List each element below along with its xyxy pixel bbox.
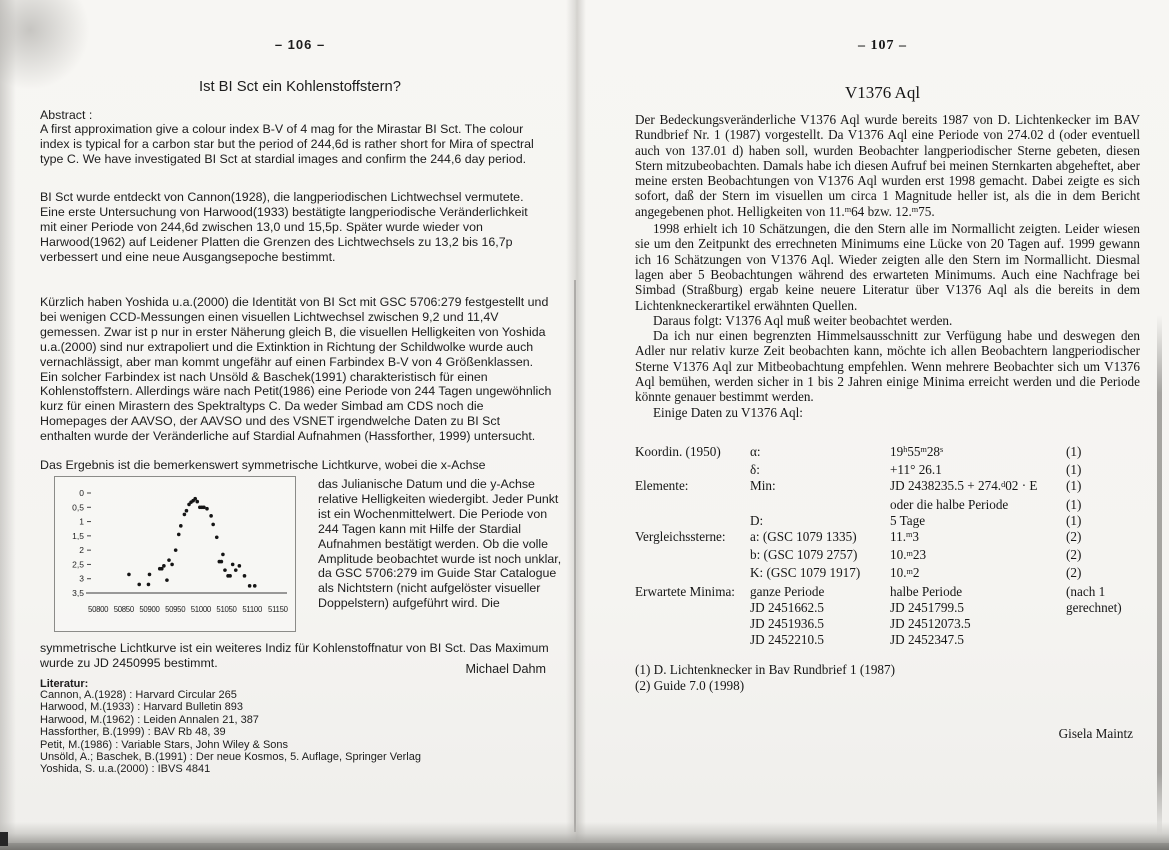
- result-continuation: symmetrische Lichtkurve ist ein weiteres Indiz für Kohlenstoffnatur von BI Sct. Das Maximum wurde zu JD 2450995 bestimmt.: [40, 641, 549, 670]
- data-point: [165, 578, 169, 582]
- table-cell: [750, 497, 890, 513]
- table-cell: δ:: [750, 462, 760, 478]
- data-point: [253, 584, 257, 588]
- paragraph-conclusion: Daraus folgt: V1376 Aql muß weiter beobachtet werden.: [653, 312, 953, 328]
- scan-notch-bottom-left: [0, 832, 8, 846]
- article-title-left: Ist BI Sct ein Kohlenstoffstern?: [198, 79, 402, 95]
- paragraph-appeal: Da ich nur einen begrenzten Himmelsausschnitt zur Verfügung habe und deswegen den Adler nur relativ kurze Zeit beobachten kann, möchte ich allen Beobachtern langperiodischer Sterne V1376 Aql zur Mitbeobachtung empfehlen. Wenn mehrere Beobachter sich um V1376 Aql bemühen, werden sicher in 1 bis 2 Jahren einige Minima erreicht werden und die Periode könnte genauer bestimmt werden.: [635, 328, 1140, 405]
- table-cell: Vergleichssterne:: [635, 529, 726, 545]
- data-point: [137, 583, 141, 587]
- reference-line: Yoshida, S. u.a.(2000) : IBVS 4841: [40, 763, 211, 776]
- data-point: [195, 500, 199, 504]
- reference-line: Hassforther, B.(1999) : BAV Rb 48, 39: [40, 726, 226, 739]
- data-point: [148, 573, 152, 577]
- table-row: [635, 584, 1140, 600]
- table-cell: (2): [1066, 529, 1082, 545]
- table-cell: (1): [1066, 478, 1082, 494]
- table-cell: +11° 26.1: [890, 462, 942, 478]
- paragraph-data-intro: Einige Daten zu V1376 Aql:: [653, 404, 803, 420]
- data-point: [202, 505, 206, 509]
- table-cell: (1): [1066, 462, 1082, 478]
- table-cell: JD 2451662.5: [750, 599, 824, 615]
- reference-list-right: [635, 662, 1140, 693]
- center-fold-line: [574, 280, 576, 832]
- data-point: [205, 507, 209, 511]
- table-row: [635, 632, 1140, 648]
- table-cell: [635, 565, 750, 583]
- table-cell: [635, 600, 750, 616]
- y-tick-label: 0: [79, 488, 84, 498]
- result-text-beside-figure: das Julianische Datum und die y-Achse relative Helligkeiten wiedergibt. Jeder Punkt ist ein Wochenmittelwert. Die Periode von 244 Tagen kann mit Hilfe der Stardial Aufnahmen bestätigt werden. Ob die volle Amplitude beobachtet wurde ist noch unklar, da GSC 5706:279 im Guide Star Catalogue als Nichtstern (nicht aufgelöster visueller Doppelstern) aufgeführt wird. Die: [318, 477, 562, 611]
- table-row: [635, 444, 1140, 462]
- x-tick-label: 50800: [88, 605, 109, 614]
- table-cell: (1): [1066, 444, 1082, 459]
- body-text-right: [635, 112, 1140, 420]
- table-row: [635, 478, 1140, 496]
- x-tick-label: 50950: [165, 605, 186, 614]
- data-point: [209, 514, 213, 518]
- table-cell: (2): [1066, 547, 1082, 563]
- data-point: [248, 584, 252, 588]
- table-row: [635, 462, 1140, 478]
- data-point: [221, 553, 225, 557]
- table-cell: α:: [750, 444, 761, 459]
- table-cell: Min:: [750, 478, 776, 494]
- table-cell: oder die halbe Periode: [890, 496, 1009, 512]
- data-point: [127, 573, 131, 577]
- table-row: [635, 616, 1140, 632]
- table-cell: JD 24512073.5: [890, 616, 971, 632]
- y-tick-label: 1: [79, 516, 84, 527]
- table-cell: b: (GSC 1079 2757): [750, 547, 858, 563]
- paragraph-yoshida: Kürzlich haben Yoshida u.a.(2000) die Identität von BI Sct mit GSC 5706:279 festgestellt und bei wenigen CCD-Messungen einen visuellen Lichtwechsel zwischen 9,2 und 11,4V gemessen. Zwar ist p nur in erster Näherung gleich B, die visuellen Helligkeiten von Yoshida u.a.(2000) sind nur extrapoliert und die Extinktion in Richtung der Schildwolke wurde auch vernachlässigt, aber man kommt ungefähr auf einen Farbindex B-V von 4 Größenklassen. Ein solcher Farbindex ist nach Unsöld & Baschek(1991) charakteristisch für einen Kohlenstoffstern. Allerdings wäre nach Petit(1986) eine Periode von 244 Tagen ungewöhnlich kurz für einen Mirastern des Spektraltyps C. Da weder Simbad am CDS noch die Homepages der AAVSO, der AAVSO und des VSNET irgendwelche Daten zu BI Sct enthalten wurde der Veränderliche auf Stardial Aufnahmen (Hassforther, 1999) untersucht.: [40, 295, 552, 444]
- y-tick-label: 3: [79, 573, 84, 584]
- table-cell: JD 2451936.5: [750, 616, 824, 632]
- reference-list-left: [40, 689, 552, 776]
- table-cell: Erwartete Minima:: [635, 583, 735, 599]
- table-cell: K: (GSC 1079 1917): [750, 565, 861, 581]
- table-cell: Koordin. (1950): [635, 444, 721, 459]
- abstract-label: Abstract :: [40, 108, 93, 122]
- data-point: [177, 533, 181, 537]
- y-tick-label: 2: [79, 545, 84, 556]
- reference-line: Harwood, M.(1962) : Leiden Annalen 21, 387: [40, 713, 259, 726]
- table-row: [635, 565, 1140, 583]
- data-point: [223, 568, 227, 572]
- star-data-table: [635, 444, 1140, 648]
- lightcurve-chart: [55, 477, 293, 629]
- paragraph-observations: 1998 erhielt ich 10 Schätzungen, die den Stern alle im Normallicht zeigten. Leider wiesen sie um den Zeitpunkt des errechneten Minimums eine Lücke von 20 Tagen auf. 1999 gewann ich 16 Schätzungen von V1376 Aql. Wieder zeigten alle den Stern im Normallicht. Diesmal lagen aber 5 Beobachtungen während des erwarteten Minimums. Auch eine Nachfrage bei Simbad (Straßburg) ergab keine neuere Literatur über V1376 Aql als die bereits in dem Lichtenkneckerartikel erwähnten Quellen.: [635, 221, 1140, 313]
- table-cell: [635, 462, 750, 478]
- reference-line: Petit, M.(1986) : Variable Stars, John Wiley & Sons: [40, 738, 289, 751]
- page-number-left: – 106 –: [274, 37, 326, 52]
- table-cell: [635, 497, 750, 513]
- paragraph-discovery: BI Sct wurde entdeckt von Cannon(1928), die langperiodischen Lichtwechsel vermutete. Eine erste Untersuchung von Harwood(1933) bestätigte langperiodische Veränderlichkeit mit einer Periode von 244,6d zwischen 13,0 und 15,5p. Später wurde wieder von Harwood(1962) auf Leidener Platten die Grenzen des Lichtwechsels zu 13,2 bis 16,7p verbessert und eine neue Ausgangsepoche bestimmt.: [40, 190, 528, 264]
- data-point: [243, 574, 247, 578]
- table-cell: (1): [1066, 496, 1082, 512]
- page-right-107: [620, 0, 1145, 850]
- table-cell: [1066, 632, 1140, 648]
- table-cell: 5 Tage: [890, 512, 926, 528]
- table-row: [635, 497, 1140, 513]
- author-right: Gisela Maintz: [1058, 726, 1133, 741]
- table-cell: [635, 513, 750, 529]
- lightcurve-figure: [54, 476, 296, 632]
- data-point: [220, 560, 224, 564]
- table-cell: [635, 616, 750, 632]
- author-left: Michael Dahm: [465, 662, 546, 676]
- table-cell: 11.$^m$3: [890, 529, 919, 545]
- table-cell: 10.$^m$23: [890, 547, 927, 563]
- y-tick-label: 2,5: [72, 559, 84, 570]
- literature-label: Literatur:: [40, 678, 89, 690]
- data-point: [174, 548, 178, 552]
- data-point: [179, 524, 183, 528]
- article-title-right: V1376 Aql: [844, 83, 921, 102]
- table-row: [635, 513, 1140, 529]
- data-point: [234, 568, 238, 572]
- paragraph-intro: Der Bedeckungsveränderliche V1376 Aql wurde bereits 1987 von D. Lichtenkecker im BAV Rundbrief Nr. 1 (1987) vorgestellt. Da V1376 Aql eine Periode von 274.02 d (oder eventuell auch von 137.01 d) haben soll, wurden Beobachter langperiodischer Sterne gebeten, diesen Stern mitzubeobachten. Damals habe ich diesen Aufruf bei meinen Sternkarten abgeheftet, aber meine ersten Beobachtungen von V1376 Aql wurden erst 1998 gemacht. Dabei zeigte es sich sofort, daß der Stern im visuellen um circa 1 Magnitude heller ist, als die in dem Bericht angegebenen phot. Helligkeiten von 11.$^m$64 bzw. 12.$^m$75.: [635, 112, 1140, 219]
- table-cell: JD 2438235.5 + 274.$^d$02 · E: [890, 478, 1038, 494]
- reference-line: (2) Guide 7.0 (1998): [635, 677, 745, 693]
- page-number-right: – 107 –: [858, 38, 907, 53]
- table-cell: 19$^h$55$^m$28$^s$: [890, 444, 944, 459]
- x-tick-label: 51000: [190, 605, 211, 614]
- data-point: [162, 564, 166, 568]
- table-cell: [1066, 616, 1140, 632]
- table-row: [635, 547, 1140, 565]
- table-cell: (2): [1066, 565, 1082, 581]
- x-tick-label: 51150: [268, 605, 288, 614]
- reference-line: Unsöld, A.; Baschek, B.(1991) : Der neue Kosmos, 5. Auflage, Springer Verlag: [40, 751, 421, 764]
- data-point: [147, 583, 151, 587]
- data-point: [228, 574, 232, 578]
- x-tick-label: 51100: [242, 605, 262, 614]
- table-cell: gerechnet): [1066, 599, 1122, 615]
- data-point: [170, 563, 174, 567]
- x-tick-label: 51050: [216, 605, 237, 614]
- table-row: [635, 600, 1140, 616]
- reference-line: (1) D. Lichtenknecker in Bav Rundbrief 1 (1987): [635, 662, 896, 677]
- table-cell: ganze Periode: [750, 583, 825, 599]
- scan-page-right-edge: [1157, 315, 1162, 835]
- table-cell: (nach 1: [1066, 583, 1106, 599]
- x-tick-label: 50850: [113, 605, 134, 614]
- data-point: [238, 564, 242, 568]
- table-cell: JD 2451799.5: [890, 599, 964, 615]
- table-cell: Elemente:: [635, 478, 689, 494]
- table-cell: 10.$^m$2: [890, 565, 920, 581]
- reference-line: Cannon, A.(1928) : Harvard Circular 265: [40, 689, 237, 701]
- data-point: [231, 563, 235, 567]
- table-cell: a: (GSC 1079 1335): [750, 529, 857, 545]
- table-cell: JD 2452210.5: [750, 632, 824, 648]
- data-point: [211, 523, 215, 527]
- center-fold-shadow: [566, 0, 586, 850]
- table-cell: JD 2452347.5: [890, 632, 964, 648]
- table-cell: D:: [750, 512, 764, 528]
- reference-line: Harwood, M.(1933) : Harvard Bulletin 893: [40, 701, 243, 714]
- scan-shadow-left-edge: [0, 0, 16, 850]
- table-cell: [635, 547, 750, 565]
- y-tick-label: 3,5: [72, 588, 84, 598]
- y-tick-label: 1,5: [72, 530, 84, 541]
- y-tick-label: 0,5: [72, 502, 84, 513]
- table-cell: halbe Periode: [890, 583, 963, 599]
- result-intro-line: Das Ergebnis ist die bemerkenswert symmetrische Lichtkurve, wobei die x-Achse: [40, 458, 486, 472]
- data-point: [185, 509, 189, 513]
- data-point: [167, 558, 171, 562]
- table-row: [635, 529, 1140, 547]
- page-left-106: [40, 0, 560, 850]
- table-cell: [635, 632, 750, 648]
- data-point: [215, 535, 219, 539]
- table-cell: (1): [1066, 512, 1082, 528]
- data-point: [183, 513, 187, 517]
- x-tick-label: 50900: [139, 605, 160, 614]
- abstract-text: A first approximation give a colour index B-V of 4 mag for the Mirastar BI Sct. The colour index is typical for a carbon star but the period of 244,6d is rather short for Mira of spectral type C. We have investigated BI Sct at stardial images and confirm the 244,6 day period.: [40, 122, 534, 166]
